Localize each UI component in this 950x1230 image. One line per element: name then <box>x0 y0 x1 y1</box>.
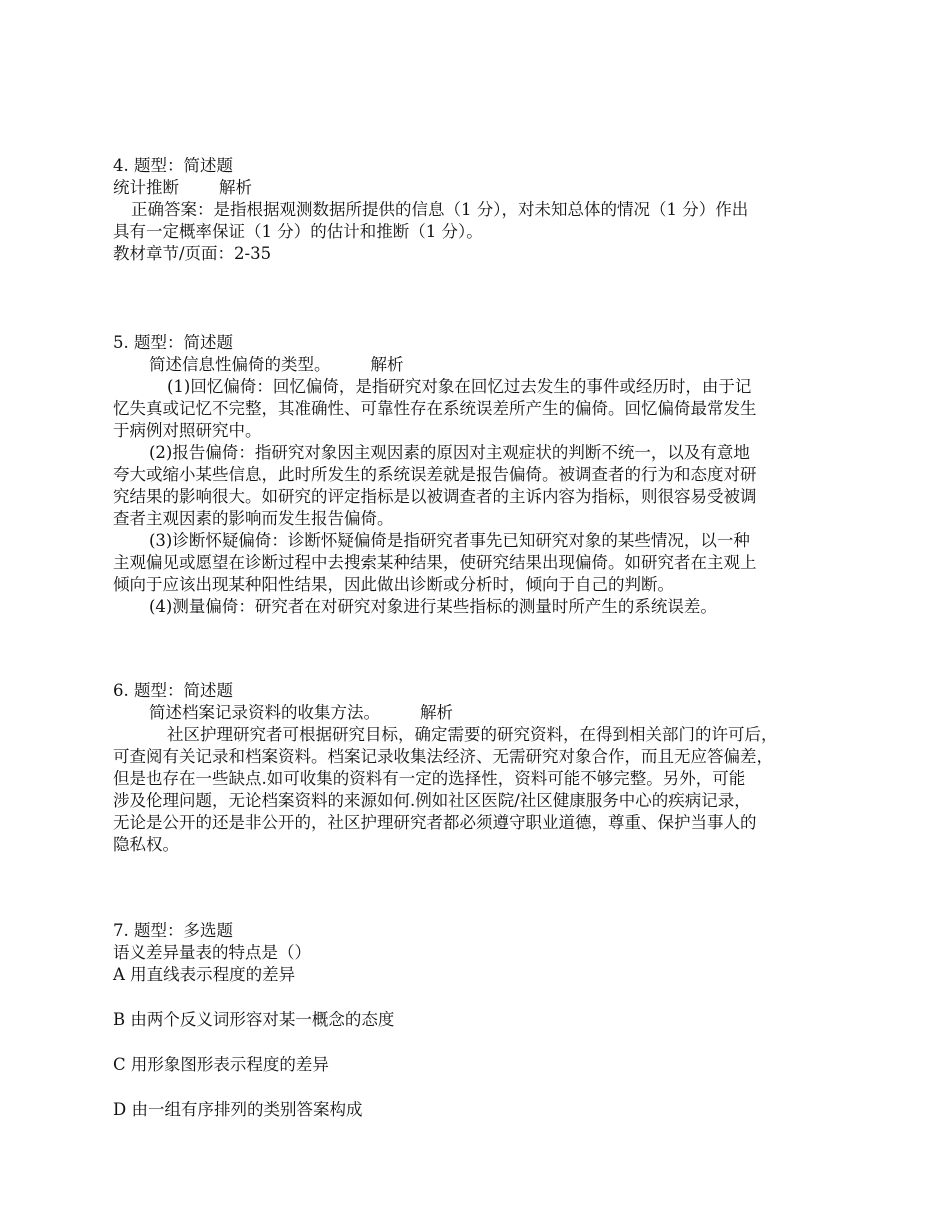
question-6-heading: 6. 题型：简述题 <box>113 681 233 700</box>
question-6-prompt: 简述档案记录资料的收集方法。 <box>149 703 380 722</box>
question-5 <box>113 332 843 618</box>
answer-line: 于病例对照研究中。 <box>113 421 262 440</box>
answer-line: (4)测量偏倚：研究者在对研究对象进行某些指标的测量时所产生的系统误差。 <box>149 597 717 616</box>
answer-line: (2)报告偏倚：指研究对象因主观因素的原因对主观症状的判断不统一，以及有意地 <box>149 443 750 462</box>
answer-line: 无论是公开的还是非公开的，社区护理研究者都必须遵守职业道德，尊重、保护当事人的 <box>113 813 757 832</box>
answer-line: 涉及伦理问题，无论档案资料的来源如何.例如社区医院/社区健康服务中心的疾病记录， <box>113 791 751 810</box>
answer-line: 究结果的影响很大。如研究的评定指标是以被调查者的主诉内容为指标，则很容易受被调 <box>113 487 757 506</box>
question-4 <box>113 155 843 265</box>
answer-line: 但是也存在一些缺点.如可收集的资料有一定的选择性，资料可能不够完整。另外，可能 <box>113 769 746 788</box>
question-4-heading: 4. 题型：简述题 <box>113 156 233 175</box>
analysis-label: 解析 <box>219 178 252 197</box>
answer-line: (3)诊断怀疑偏倚：诊断怀疑偏倚是指研究者事先已知研究对象的某些情况，以一种 <box>149 531 750 550</box>
question-7-prompt: 语义差异量表的特点是（） <box>113 943 311 962</box>
question-4-prompt: 统计推断 <box>113 178 179 197</box>
chapter-reference: 教材章节/页面：2-35 <box>113 244 272 263</box>
question-7-heading: 7. 题型：多选题 <box>113 921 233 940</box>
question-6 <box>113 680 843 856</box>
analysis-label: 解析 <box>420 703 453 722</box>
question-5-prompt-row <box>113 354 843 376</box>
question-7 <box>113 920 843 1121</box>
answer-line: 可查阅有关记录和档案资料。档案记录收集法经济、无需研究对象合作，而且无应答偏差， <box>113 747 773 766</box>
analysis-label: 解析 <box>370 355 404 374</box>
answer-line: 主观偏见或愿望在诊断过程中去搜索某种结果，使研究结果出现偏倚。如研究者在主观上 <box>113 553 757 572</box>
question-5-prompt: 简述信息性偏倚的类型。 <box>149 355 331 374</box>
question-5-heading: 5. 题型：简述题 <box>113 333 233 352</box>
answer-line: 隐私权。 <box>113 835 179 854</box>
question-4-prompt-row <box>113 177 843 199</box>
answer-line: 正确答案：是指根据观测数据所提供的信息（1 分），对未知总体的情况（1 分）作出 <box>131 200 749 219</box>
option-c: C 用形象图形表示程度的差异 <box>113 1055 329 1074</box>
question-6-prompt-row <box>113 702 843 724</box>
answer-line: (1)回忆偏倚：回忆偏倚，是指研究对象在回忆过去发生的事件或经历时，由于记 <box>167 377 752 396</box>
option-a: A 用直线表示程度的差异 <box>113 965 296 984</box>
answer-line: 查者主观因素的影响而发生报告偏倚。 <box>113 509 394 528</box>
answer-line: 社区护理研究者可根据研究目标，确定需要的研究资料，在得到相关部门的许可后， <box>167 725 778 744</box>
option-b: B 由两个反义词形容对某一概念的态度 <box>113 1010 395 1029</box>
option-d: D 由一组有序排列的类别答案构成 <box>113 1100 363 1119</box>
answer-line: 倾向于应该出现某种阳性结果，因此做出诊断或分析时，倾向于自己的判断。 <box>113 575 674 594</box>
answer-line: 具有一定概率保证（1 分）的估计和推断（1 分）。 <box>113 222 483 241</box>
answer-line: 忆失真或记忆不完整，其准确性、可靠性存在系统误差所产生的偏倚。回忆偏倚最常发生 <box>113 399 757 418</box>
answer-line: 夸大或缩小某些信息，此时所发生的系统误差就是报告偏倚。被调查者的行为和态度对研 <box>113 465 757 484</box>
